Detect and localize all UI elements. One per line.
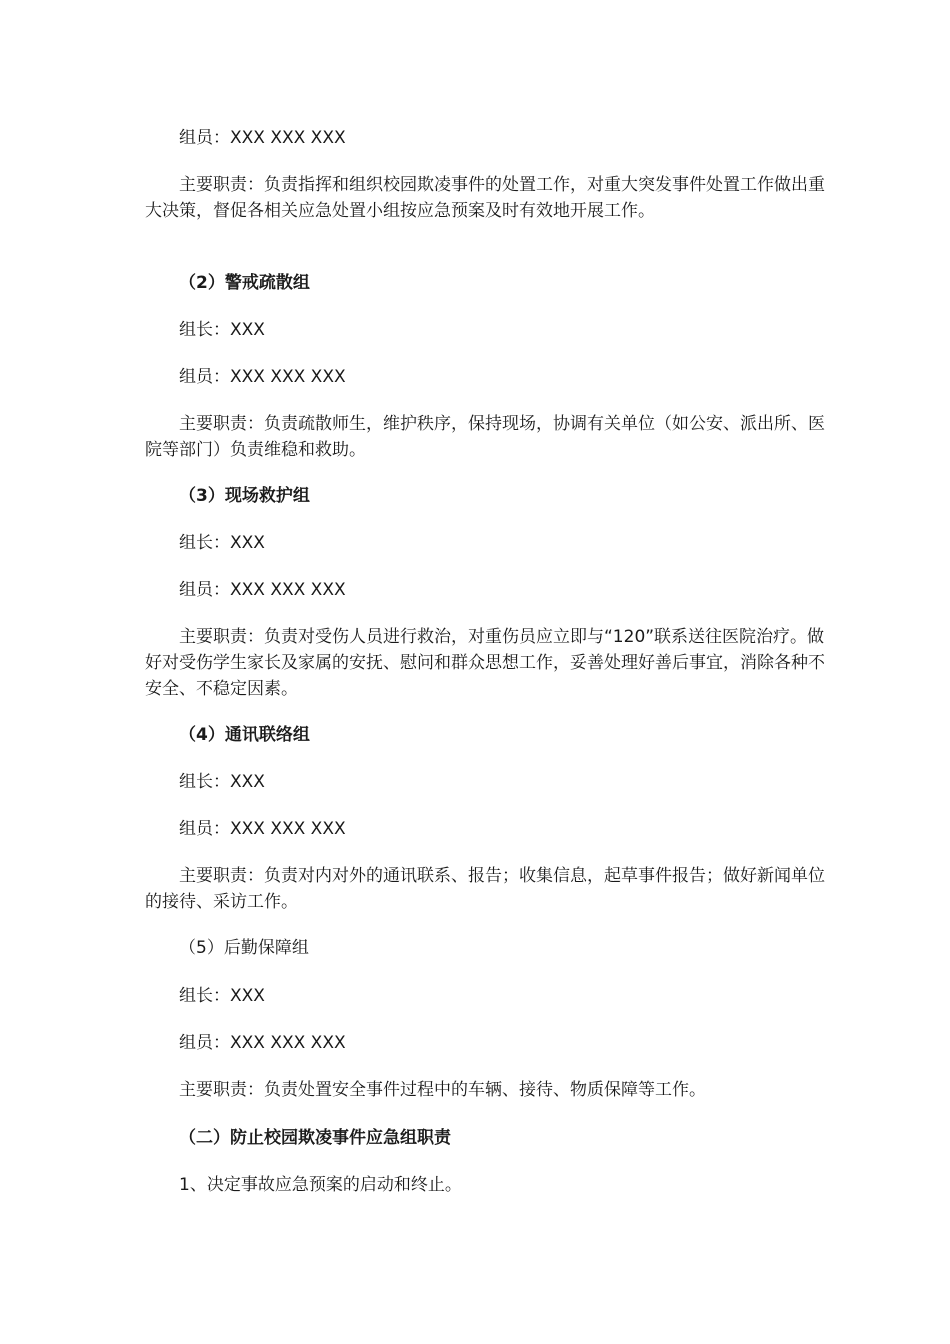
heading-communication-group: （4）通讯联络组: [179, 725, 310, 745]
paragraph-leader-2: 组长：XXX: [179, 320, 265, 340]
paragraph-members-4: 组员：XXX XXX XXX: [179, 819, 346, 839]
heading-logistics-group: （5）后勤保障组: [179, 938, 309, 958]
paragraph-item-1: 1、决定事故应急预案的启动和终止。: [179, 1175, 462, 1195]
paragraph-members-2: 组员：XXX XXX XXX: [179, 367, 346, 387]
heading-guard-evacuation-group: （2）警戒疏散组: [179, 273, 310, 293]
heading-onsite-rescue-group: （3）现场救护组: [179, 486, 310, 506]
paragraph-duties-2: 主要职责：负责疏散师生，维护秩序，保持现场，协调有关单位（如公安、派出所、医院等部门）负责维稳和救助。: [145, 414, 825, 460]
paragraph-duties-3: 主要职责：负责对受伤人员进行救治，对重伤员应立即与“120”联系送往医院治疗。做好对受伤学生家长及家属的安抚、慰问和群众思想工作，妥善处理好善后事宜，消除各种不安全、不稳定因素。: [145, 627, 825, 699]
paragraph-members-3: 组员：XXX XXX XXX: [179, 580, 346, 600]
paragraph-members-5: 组员：XXX XXX XXX: [179, 1033, 346, 1053]
paragraph-duties-1: 主要职责：负责指挥和组织校园欺凌事件的处置工作，对重大突发事件处置工作做出重大决策，督促各相关应急处置小组按应急预案及时有效地开展工作。: [145, 175, 825, 221]
paragraph-members-1: 组员：XXX XXX XXX: [179, 128, 346, 148]
paragraph-leader-3: 组长：XXX: [179, 533, 265, 553]
paragraph-duties-4: 主要职责：负责对内对外的通讯联系、报告；收集信息，起草事件报告；做好新闻单位的接待、采访工作。: [145, 866, 825, 912]
paragraph-duties-5: 主要职责：负责处置安全事件过程中的车辆、接待、物质保障等工作。: [179, 1080, 706, 1100]
paragraph-leader-4: 组长：XXX: [179, 772, 265, 792]
heading-prevention-group-duties: （二）防止校园欺凌事件应急组职责: [179, 1128, 451, 1148]
paragraph-leader-5: 组长：XXX: [179, 986, 265, 1006]
